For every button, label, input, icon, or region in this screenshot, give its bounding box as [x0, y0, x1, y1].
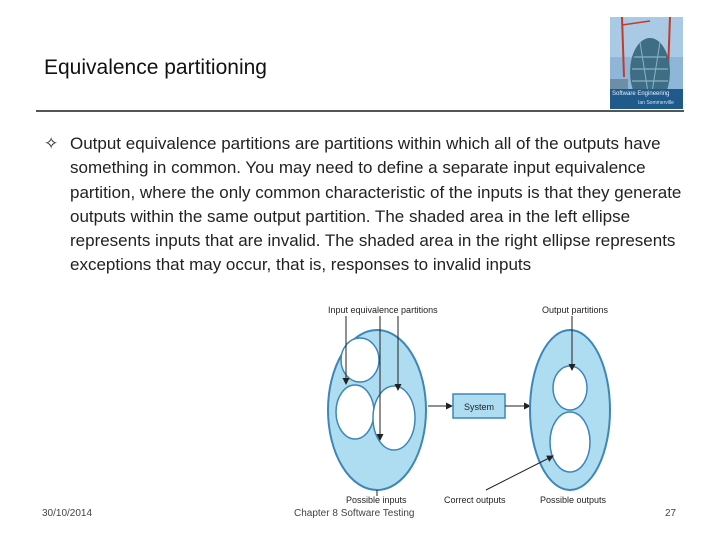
label-input-partitions: Input equivalence partitions [328, 305, 438, 315]
label-output-partitions: Output partitions [542, 305, 609, 315]
input-partition-top [341, 338, 379, 382]
title-divider [36, 110, 684, 112]
label-possible-outputs: Possible outputs [540, 495, 607, 505]
book-cover-author: Ian Sommerville [638, 100, 674, 106]
footer-chapter: Chapter 8 Software Testing [294, 508, 415, 519]
output-partition-top [553, 366, 587, 410]
bullet-star-icon: ✧ [44, 134, 59, 153]
footer-page-number: 27 [665, 508, 677, 519]
book-cover-title: Software Engineering [612, 91, 670, 97]
slide-title: Equivalence partitioning [44, 56, 267, 79]
label-correct-outputs: Correct outputs [444, 495, 506, 505]
output-partition-bottom [550, 412, 590, 472]
label-possible-inputs: Possible inputs [346, 495, 407, 505]
equivalence-partition-diagram [310, 300, 630, 510]
input-partition-left [336, 385, 374, 439]
footer-date: 30/10/2014 [42, 508, 93, 519]
input-partition-right [373, 386, 415, 450]
system-label: System [464, 402, 495, 412]
book-cover-image [610, 17, 683, 109]
bullet-text: Output equivalence partitions are partitions within which all of the outputs have something in common. You may need to define a separate input equivalence partition, where the only common characteristic of the inputs is that they generate outputs within the same output partition. The shaded area in the left ellipse represents inputs that are invalid. The shaded area in the right ellipse represents exceptions that may occur, that is, responses to invalid inputs [70, 134, 682, 275]
